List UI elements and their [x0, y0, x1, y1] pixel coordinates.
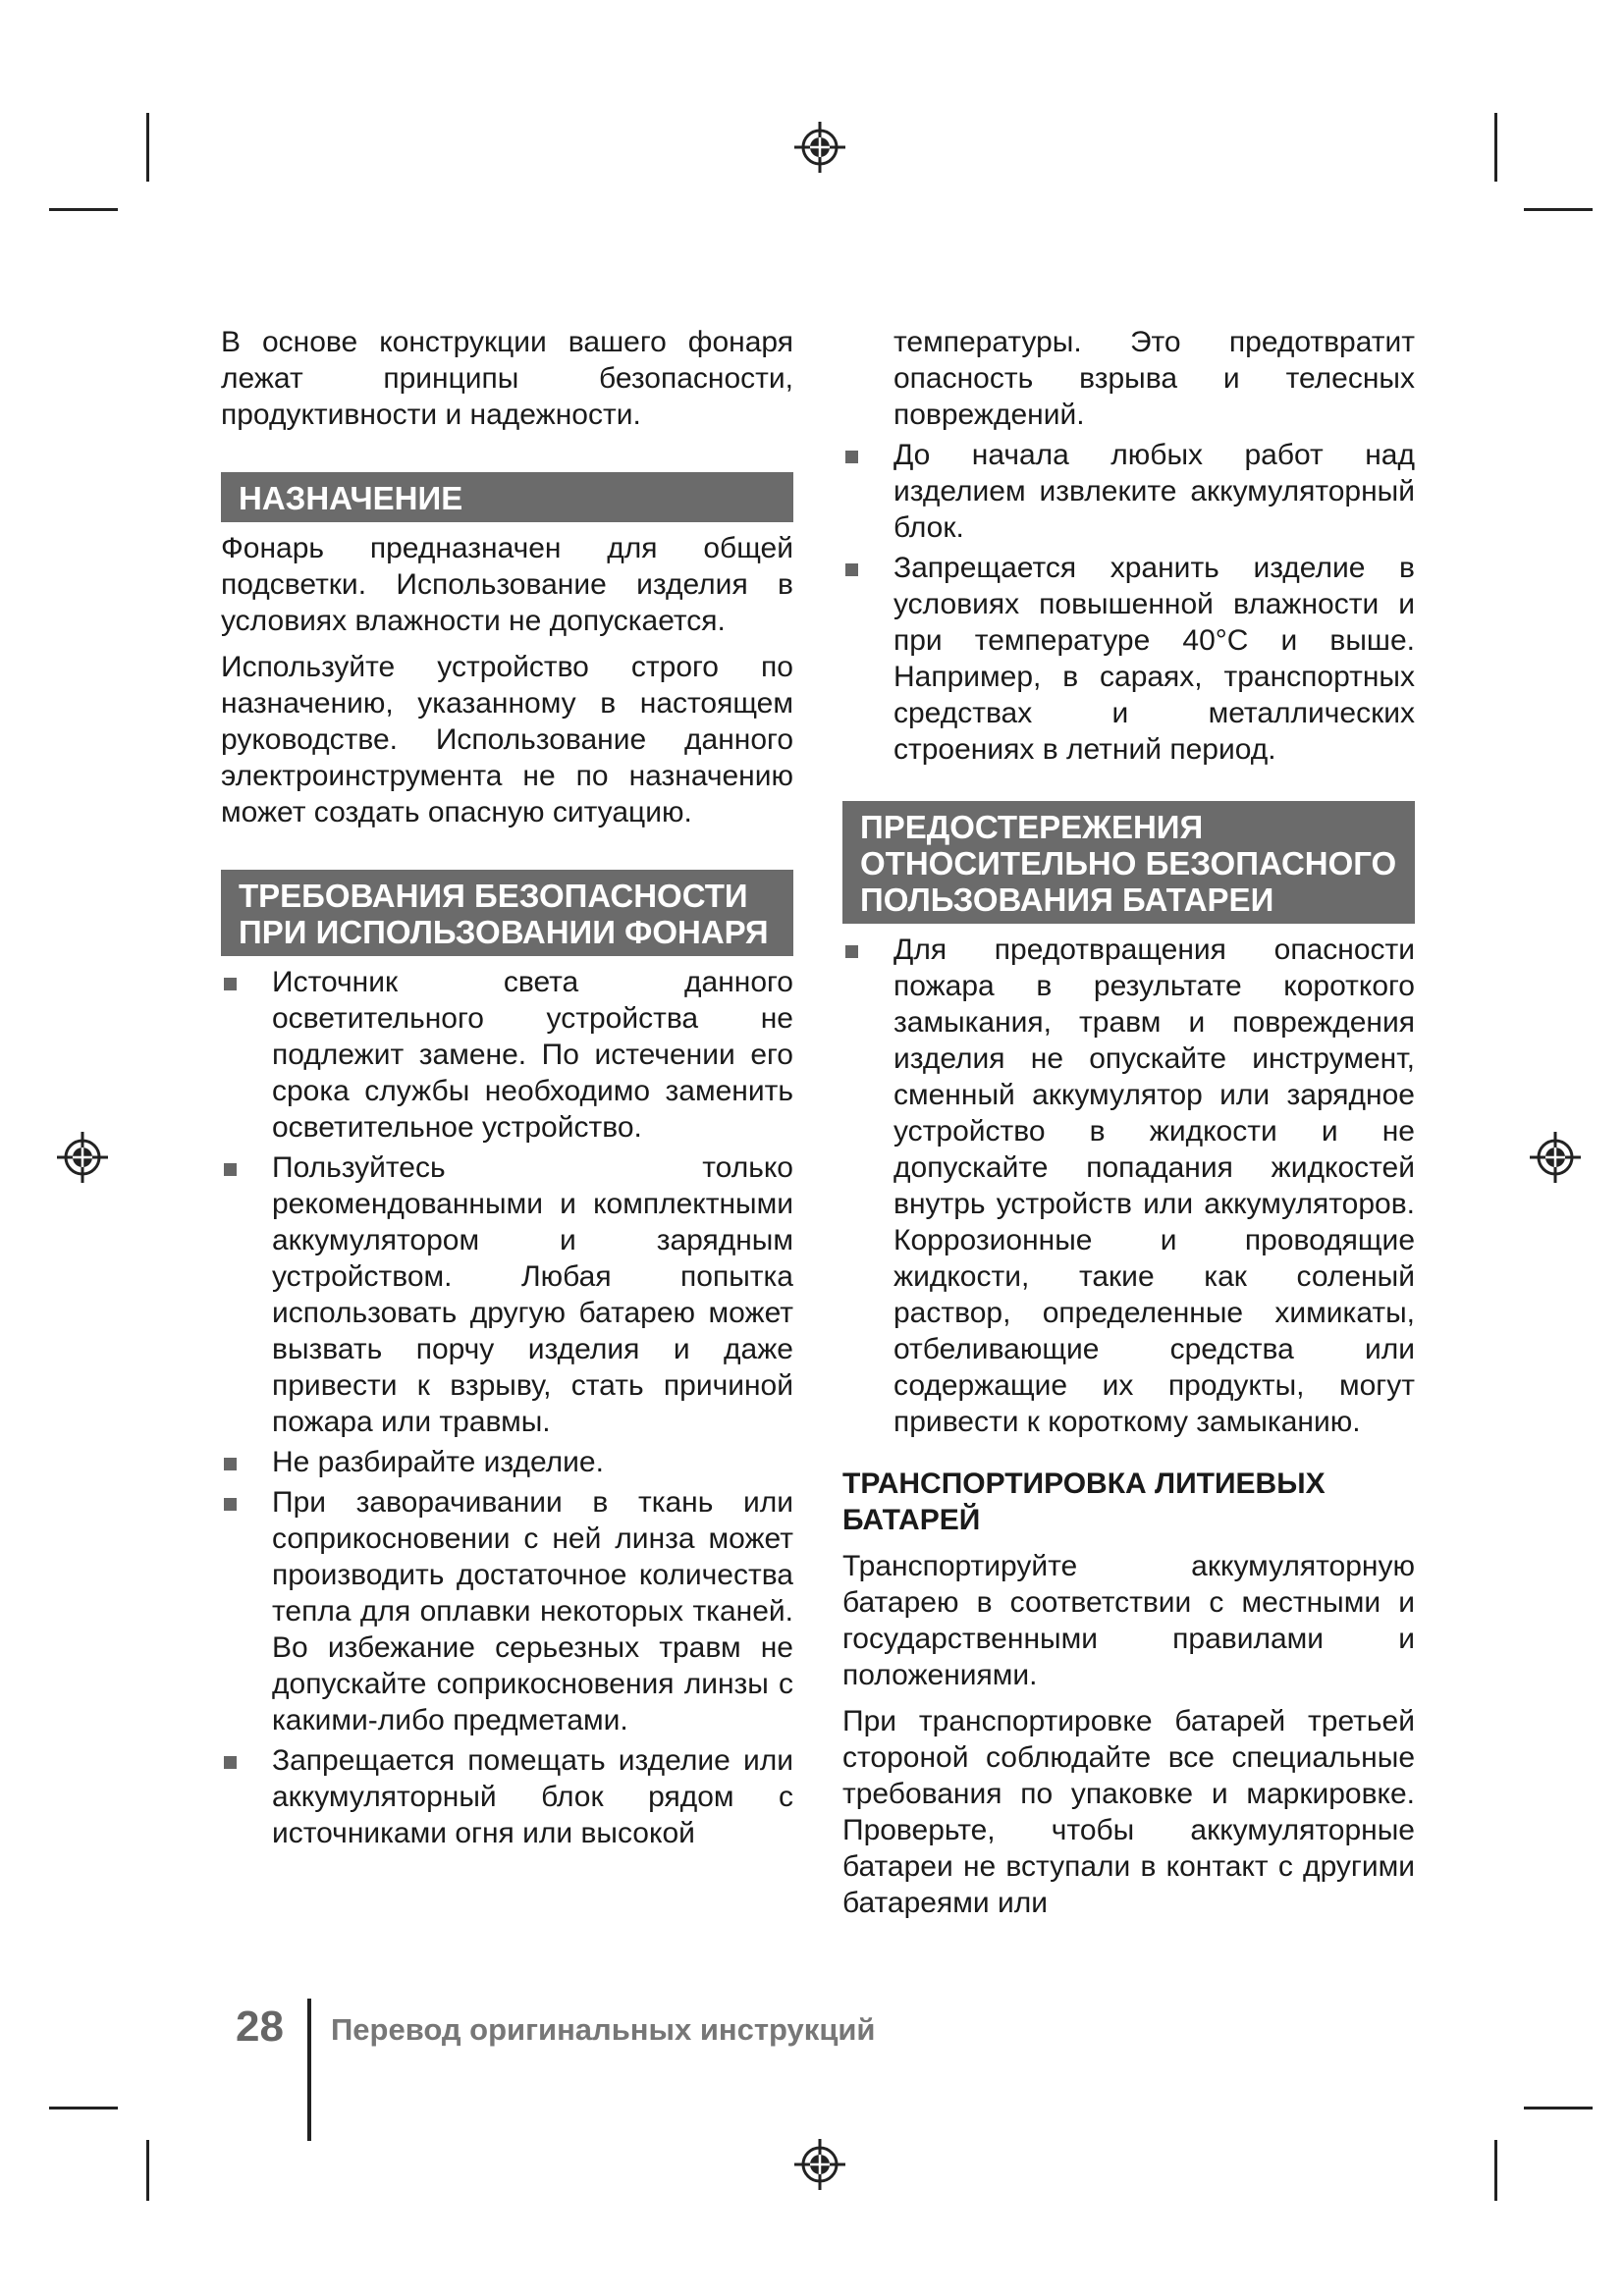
- left-column: [221, 324, 793, 1857]
- list-item-text: Источник света данного осветительного устройства не подлежит замене. По истечении его срока службы необходимо заменить осветительное устройство.: [272, 966, 793, 1144]
- list-item: [842, 437, 1415, 546]
- registration-mark-top-icon: [792, 120, 847, 175]
- list-item: [221, 1484, 793, 1738]
- battery-list: [842, 932, 1415, 1440]
- transport-paragraph-1: Транспортируйте аккумуляторную батарею в соответствии с местными и государственными правилами и положениями.: [842, 1550, 1415, 1691]
- section-heading-safety-line-1: ТРЕБОВАНИЯ БЕЗОПАСНОСТИ: [239, 878, 748, 914]
- list-item-text: температуры. Это предотвратит опасность взрыва и телесных повреждений.: [893, 326, 1415, 431]
- list-item-text: Пользуйтесь только рекомендованными и комплектными аккумулятором и зарядным устройством. Любая попытка использовать другую батарею может вызвать порчу изделия и даже привести к взрыву, стать причиной пожара или травмы.: [272, 1151, 793, 1438]
- section-heading-safety-line-2: ПРИ ИСПОЛЬЗОВАНИИ ФОНАРЯ: [239, 914, 769, 950]
- list-item: [221, 964, 793, 1146]
- list-item-text: Запрещается помещать изделие или аккумуляторный блок рядом с источниками огня или высокой: [272, 1744, 793, 1849]
- list-item-text: Для предотвращения опасности пожара в результате короткого замыкания, травм и повреждения изделия не опускайте инструмент, сменный аккумулятор или зарядное устройство в жидкости и не допускайте попадания жидкостей внутрь устройств или аккумуляторов. Коррозионные и проводящие жидкости, такие как соленый раствор, определенные химикаты, отбеливающие средства или содержащие их продукты, могут привести к короткому замыканию.: [893, 934, 1415, 1438]
- crop-mark-bottom-left-h: [49, 2107, 118, 2109]
- crop-mark-top-left-h: [49, 208, 118, 211]
- section-heading-transport: ТРАНСПОРТИРОВКА ЛИТИЕВЫХ БАТАРЕЙ: [842, 1468, 1326, 1536]
- crop-mark-bottom-left-v: [146, 2140, 149, 2201]
- list-item-text: Запрещается хранить изделие в условиях повышенной влажности и при температуре 40°C и выше. Например, в сараях, транспортных средствах и металлических строениях в летний период.: [893, 552, 1415, 766]
- registration-mark-left-icon: [55, 1130, 110, 1185]
- registration-mark-bottom-icon: [792, 2137, 847, 2192]
- purpose-paragraph-2: Используйте устройство строго по назначению, указанному в настоящем руководстве. Использование данного электроинструмента не по назначению может создать опасную ситуацию.: [221, 651, 793, 828]
- list-item: [221, 1444, 793, 1480]
- crop-mark-top-right-h: [1524, 208, 1593, 211]
- crop-mark-top-right-v: [1494, 113, 1497, 182]
- section-heading-battery-line-3: ПОЛЬЗОВАНИЯ БАТАРЕИ: [860, 881, 1274, 918]
- footer-caption: Перевод оригинальных инструкций: [331, 2012, 876, 2047]
- registration-mark-right-icon: [1528, 1130, 1583, 1185]
- section-heading-battery-warnings: [842, 801, 1415, 924]
- purpose-paragraph-1: Фонарь предназначен для общей подсветки. Использование изделия в условиях влажности не допускается.: [221, 532, 793, 637]
- list-item: [842, 550, 1415, 768]
- square-bullet-icon: [224, 1498, 237, 1511]
- page-number: 28: [236, 2002, 284, 2051]
- square-bullet-icon: [845, 451, 858, 463]
- square-bullet-icon: [224, 1756, 237, 1769]
- section-heading-safety: [221, 870, 793, 956]
- transport-paragraph-2: При транспортировке батарей третьей стороной соблюдайте все специальные требования по упаковке и маркировке. Проверьте, чтобы аккумуляторные батареи не вступали в контакт с другими батареями или: [842, 1705, 1415, 1919]
- crop-mark-top-left-v: [146, 113, 149, 182]
- square-bullet-icon: [224, 1163, 237, 1176]
- section-heading-battery-line-1: ПРЕДОСТЕРЕЖЕНИЯ: [860, 809, 1204, 845]
- section-heading-purpose: [221, 472, 793, 522]
- continued-list: [842, 324, 1415, 768]
- intro-paragraph: В основе конструкции вашего фонаря лежат принципы безопасности, продуктивности и надежности.: [221, 326, 793, 431]
- footer-divider: [307, 1999, 311, 2141]
- square-bullet-icon: [845, 563, 858, 576]
- list-item-text: При заворачивании в ткань или соприкосновении с ней линза может производить достаточное количества тепла для оплавки некоторых тканей. Во избежание серьезных травм не допускайте соприкосновения линзы с какими-либо предметами.: [272, 1486, 793, 1736]
- square-bullet-icon: [224, 978, 237, 990]
- right-column: [842, 324, 1415, 1931]
- square-bullet-icon: [845, 945, 858, 958]
- section-heading-battery-line-2: ОТНОСИТЕЛЬНО БЕЗОПАСНОГО: [860, 845, 1397, 881]
- list-item: [221, 1742, 793, 1851]
- square-bullet-icon: [224, 1458, 237, 1470]
- safety-list: [221, 964, 793, 1851]
- list-item-text: Не разбирайте изделие.: [272, 1446, 604, 1478]
- list-item-text: До начала любых работ над изделием извлеките аккумуляторный блок.: [893, 439, 1415, 544]
- list-item-continuation: [842, 324, 1415, 433]
- list-item: [842, 932, 1415, 1440]
- list-item: [221, 1149, 793, 1440]
- section-heading-purpose-text: НАЗНАЧЕНИЕ: [239, 480, 463, 516]
- crop-mark-bottom-right-v: [1494, 2140, 1497, 2201]
- crop-mark-bottom-right-h: [1524, 2107, 1593, 2109]
